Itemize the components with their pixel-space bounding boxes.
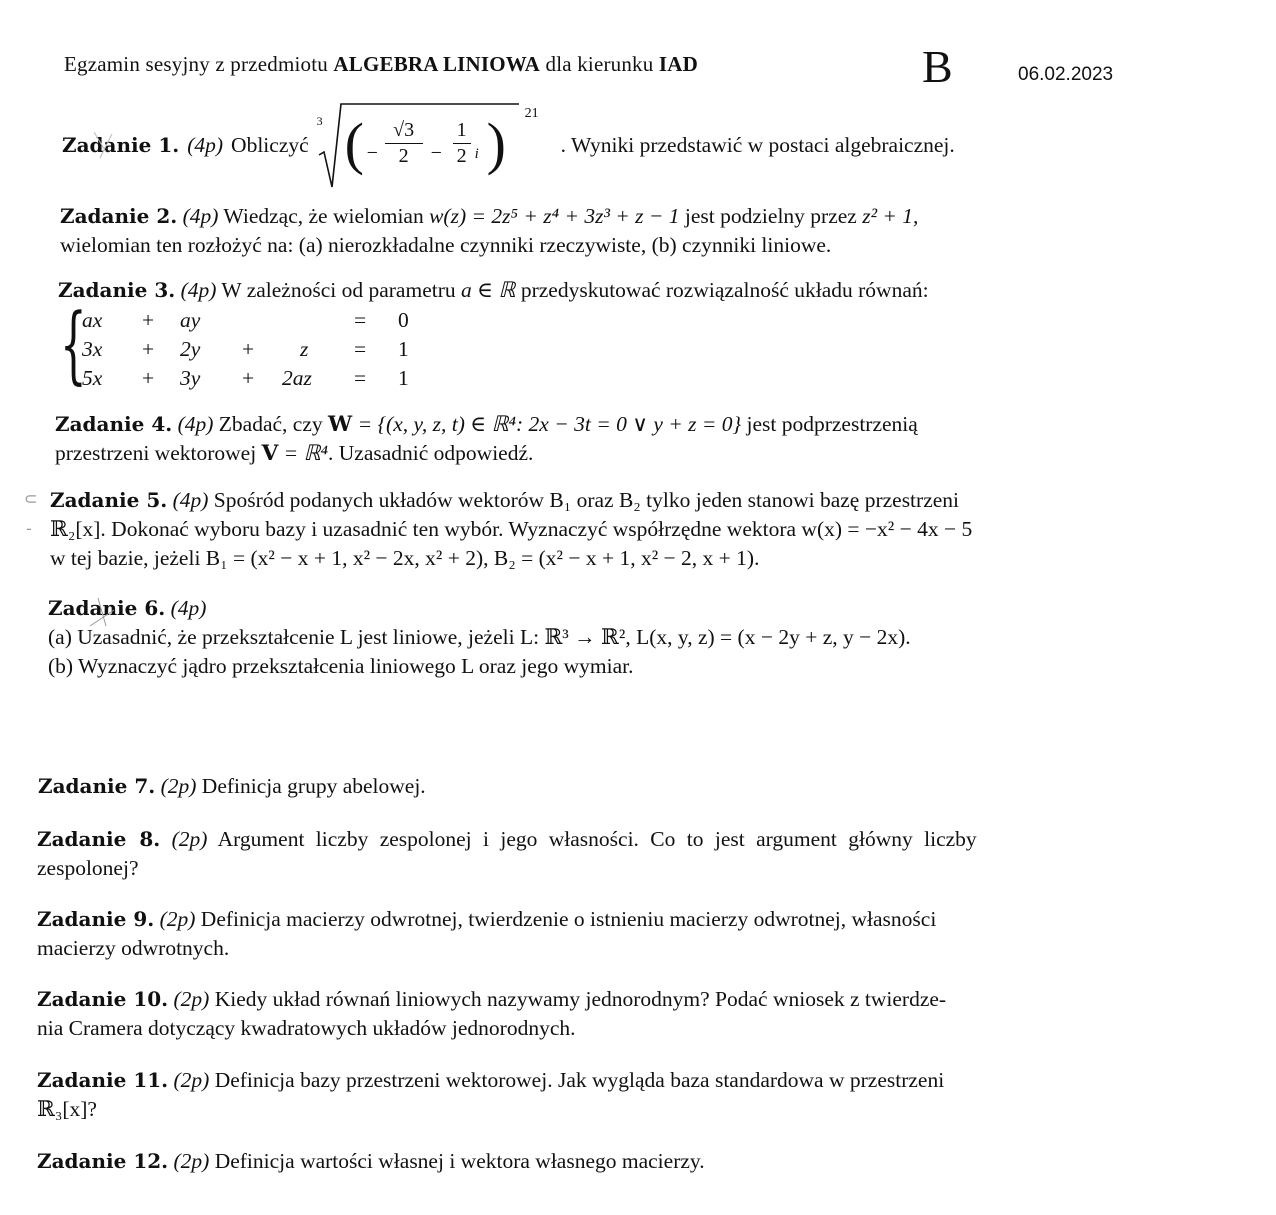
eq-term: ax (82, 308, 103, 332)
task-points: (4p) (177, 412, 214, 436)
eq-term: 5x (82, 366, 103, 390)
minus-sign: − (430, 142, 442, 164)
exam-header (64, 52, 698, 77)
task-points: (2p) (173, 1149, 210, 1173)
task-3 (58, 276, 929, 305)
eq-term: z (300, 337, 309, 361)
header-middle: dla kierunku (545, 52, 654, 76)
eq-op: + (142, 337, 155, 361)
margin-mark: - (26, 519, 32, 538)
task-points: (4p) (172, 488, 209, 512)
task-text-line-2: ℝ₂[x]. Dokonać wyboru bazy i uzasadnić ten wybór. Wyznaczyć współrzędne wektora w(x) = −x² − 4x − 5 (50, 517, 973, 541)
task-text: Argument liczby zespolonej i jego własności. Co to jest argument główny liczby (217, 827, 977, 851)
denominator: 2 (456, 145, 467, 167)
eq-op: + (242, 366, 255, 390)
left-paren: ( (344, 111, 364, 176)
eq-op: + (242, 337, 255, 361)
task-5 (50, 486, 972, 573)
task-part-a: (a) Uzasadnić, że przekształcenie L jest liniowe, jeżeli L: ℝ³ → ℝ², L(x, y, z) = (x − 2y + z, y − 2x). (48, 625, 911, 649)
set-v-definition: = ℝ⁴ (278, 441, 329, 465)
task-text-line-2: nia Cramera dotyczący kwadratowych układów jednorodnych. (37, 1016, 576, 1040)
parameter: a ∈ ℝ (461, 278, 516, 302)
exponent: 21 (524, 106, 539, 121)
task-title: Zadanie 11. (37, 1068, 169, 1092)
set-definition: = {(x, y, z, t) ∈ ℝ⁴: 2x − 3t = 0 ∨ y + z = 0} (352, 412, 742, 436)
task-text-line-2: zespolonej? (37, 856, 139, 880)
pencil-mark (84, 596, 124, 636)
task-7 (38, 772, 426, 801)
task-title: Zadanie 6. (48, 596, 166, 620)
task-points: (4p) (187, 132, 224, 157)
eq-term: ay (180, 308, 201, 332)
exam-date: 06.02.2023 (1018, 64, 1114, 85)
header-prefix: Egzamin sesyjny z przedmiotu (64, 52, 328, 76)
task-title: Zadanie 12. (37, 1149, 169, 1173)
root-index: 3 (316, 114, 323, 128)
task-points: (2p) (160, 774, 197, 798)
task-tail: . Wyniki przedstawić w postaci algebraicznej. (560, 132, 955, 157)
cube-root-expression (317, 101, 553, 189)
task-1 (62, 100, 955, 190)
eq-term: 3y (180, 366, 201, 390)
task-title: Zadanie 3. (58, 278, 176, 302)
eq-term: 3x (82, 337, 103, 361)
task-text: jest podprzestrzenią (746, 412, 918, 436)
task-text: Definicja grupy abelowej. (201, 774, 426, 798)
task-points: (2p) (171, 827, 208, 851)
polynomial: w(z) = 2z⁵ + z⁴ + 3z³ + z − 1 (429, 204, 680, 228)
task-points: (4p) (170, 596, 207, 620)
set-v: V (261, 441, 279, 466)
task-title: Zadanie 4. (55, 412, 173, 436)
task-points: (4p) (180, 278, 217, 302)
task-text-line-3: w tej bazie, jeżeli B₁ = (x² − x + 1, x² − 2x, x² + 2), B₂ = (x² − x + 1, x² − 2, x + 1). (50, 546, 760, 570)
equation-row (82, 335, 442, 364)
set-w: W (328, 412, 353, 437)
task-text: Definicja bazy przestrzeni wektorowej. Jak wygląda baza standardowa w przestrzeni (214, 1068, 945, 1092)
task-title: Zadanie 9. (37, 907, 155, 931)
task-points: (4p) (182, 204, 219, 228)
task-text: W zależności od parametru (221, 278, 456, 302)
task-text: jest podzielny przez (684, 204, 857, 228)
fraction-bar (453, 143, 471, 144)
eq-op: + (142, 366, 155, 390)
task-text: przestrzeni wektorowej (55, 441, 257, 465)
eq-equals: = (354, 337, 367, 361)
task-title: Zadanie 7. (38, 774, 156, 798)
equation-row (82, 364, 442, 393)
task-text: Spośród podanych układów wektorów B₁ oraz B₂ tylko jeden stanowi bazę przestrzeni (213, 488, 960, 512)
task-points: (2p) (173, 1068, 210, 1092)
task-8 (37, 825, 1232, 883)
eq-op: + (142, 308, 155, 332)
equation-row (82, 306, 442, 335)
task-points: (2p) (159, 907, 196, 931)
eq-rhs: 1 (398, 366, 409, 390)
task-text: Wiedząc, że wielomian (223, 204, 424, 228)
eq-equals: = (354, 308, 367, 332)
pencil-mark (90, 130, 130, 170)
margin-mark: ⊂ (24, 489, 38, 508)
task-title: Zadanie 5. (50, 488, 168, 512)
task-10 (37, 985, 946, 1043)
fraction-sqrt3-over-2 (385, 119, 423, 168)
divisor: z² + 1, (862, 204, 919, 228)
task-text: Definicja macierzy odwrotnej, twierdzenie o istnieniu macierzy odwrotnej, własności (200, 907, 937, 931)
eq-rhs: 0 (398, 308, 409, 332)
numerator: 1 (456, 119, 467, 141)
task-12 (37, 1147, 705, 1176)
fraction-1-over-2 (453, 119, 471, 168)
task-text: Kiedy układ równań liniowych nazywamy jednorodnym? Podać wniosek z twierdze- (214, 987, 947, 1011)
task-text: przedyskutować rozwiązalność układu równań: (520, 278, 929, 302)
program-name: IAD (658, 52, 699, 76)
task-11 (37, 1066, 944, 1124)
subject-name: ALGEBRA LINIOWA (333, 52, 541, 76)
task-points: (2p) (173, 987, 210, 1011)
exam-variant: B (922, 41, 953, 92)
task-2 (60, 202, 918, 260)
left-brace: { (60, 295, 87, 393)
numerator: √3 (393, 119, 415, 141)
right-paren: ) (486, 111, 506, 176)
task-text-line-2: wielomian ten rozłożyć na: (a) nierozkładalne czynniki rzeczywiste, (b) czynniki liniowe. (60, 233, 832, 257)
task-title: Zadanie 10. (37, 987, 169, 1011)
task-part-b: (b) Wyznaczyć jądro przekształcenia liniowego L oraz jego wymiar. (48, 654, 634, 678)
task-6 (48, 594, 911, 681)
imaginary-unit: i (474, 146, 479, 162)
equation-system (60, 295, 440, 394)
fraction-bar (385, 143, 423, 144)
eq-equals: = (354, 366, 367, 390)
task-title: Zadanie 1. (62, 132, 180, 157)
task-lead: Obliczyć (231, 132, 309, 157)
task-text-line-2: ℝ₃[x]? (37, 1097, 97, 1121)
eq-term: 2y (180, 337, 201, 361)
eq-rhs: 1 (398, 337, 409, 361)
task-text-line-2: macierzy odwrotnych. (37, 936, 230, 960)
eq-term: 2az (282, 366, 312, 390)
task-4 (55, 410, 918, 468)
task-title: Zadanie 8. (37, 827, 161, 851)
task-text: Zbadać, czy (218, 412, 323, 436)
task-text: . Uzasadnić odpowiedź. (328, 441, 534, 465)
denominator: 2 (398, 145, 409, 167)
minus-sign: − (366, 142, 378, 164)
task-text: Definicja wartości własnej i wektora własnego macierzy. (214, 1149, 705, 1173)
task-title: Zadanie 2. (60, 204, 178, 228)
task-9 (37, 905, 936, 963)
